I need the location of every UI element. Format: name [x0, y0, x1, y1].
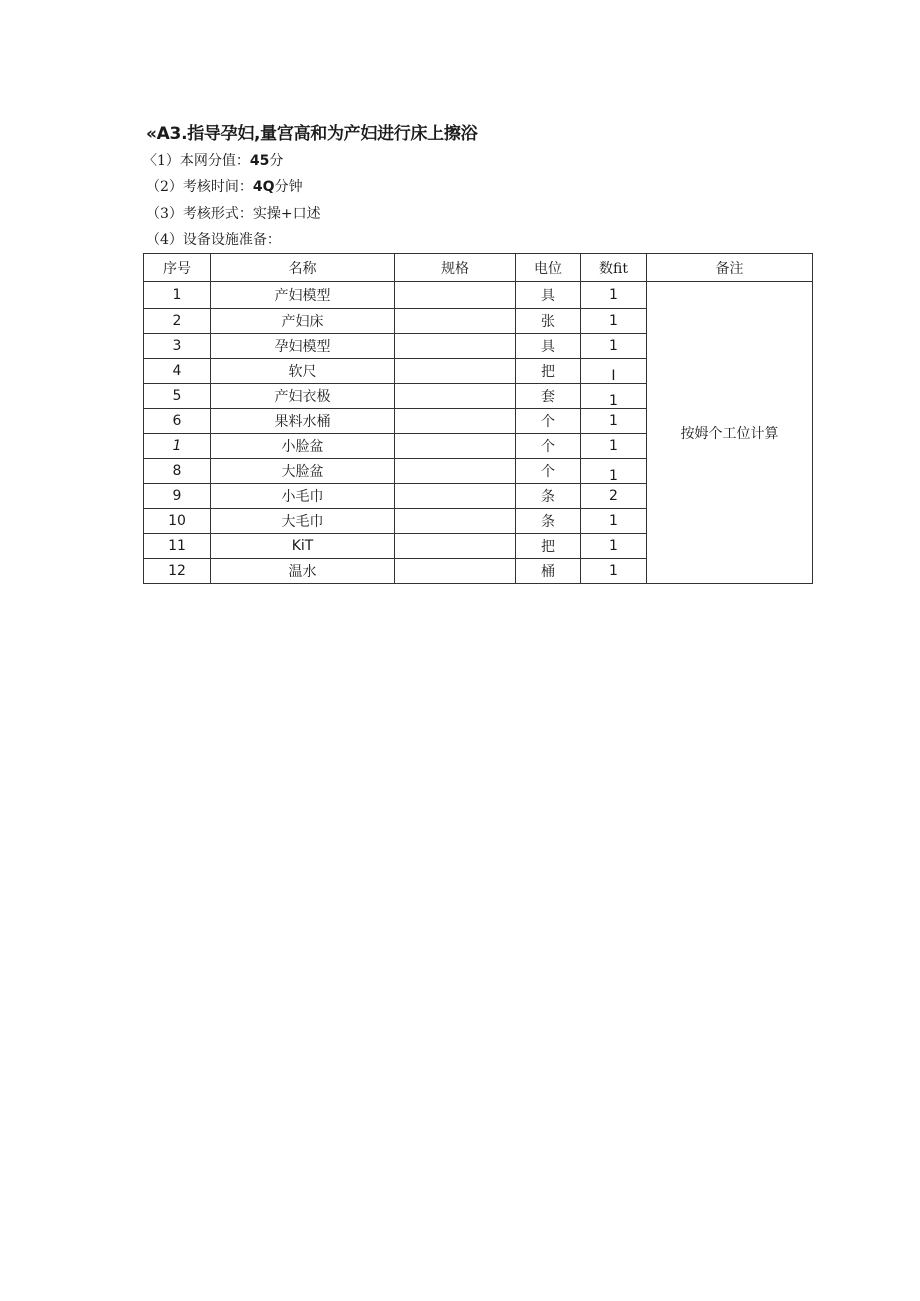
row-name: 小脸盆 [211, 434, 395, 459]
row-qty: 1 [581, 559, 647, 584]
row-qty [581, 359, 647, 384]
equipment-text: （4）设备设施准备： [146, 232, 281, 248]
row-name: 大毛巾 [211, 509, 395, 534]
row-spec [395, 409, 516, 434]
row-name: 产妇床 [211, 309, 395, 334]
row-name: 果料水桶 [211, 409, 395, 434]
time-label: （2）考核时间： [146, 179, 253, 195]
row-name: 温水 [211, 559, 395, 584]
table-row [144, 282, 813, 309]
row-qty: 1 [581, 334, 647, 359]
header-name: 名称 [211, 254, 395, 282]
row-spec [395, 309, 516, 334]
score-value: 45 [249, 153, 270, 169]
row-unit: 套 [516, 384, 581, 409]
row-qty [581, 459, 647, 484]
row-name: 大脸盆 [211, 459, 395, 484]
row-qty: 1 [581, 309, 647, 334]
row-spec [395, 359, 516, 384]
row-name: 软尺 [211, 359, 395, 384]
row-no: 9 [144, 484, 211, 509]
format-text: （3）考核形式：实操+口述 [146, 206, 321, 222]
header-spec: 规格 [395, 254, 516, 282]
row-spec [395, 334, 516, 359]
row-spec [395, 459, 516, 484]
row-no: 3 [144, 334, 211, 359]
row-name: 产妇模型 [211, 282, 395, 309]
score-line [143, 150, 283, 170]
row-spec [395, 509, 516, 534]
time-value: 4Q [252, 179, 275, 195]
header-qty: 数fit [581, 254, 647, 282]
header-note: 备注 [647, 254, 813, 282]
row-unit: 个 [516, 434, 581, 459]
time-line [146, 176, 303, 196]
row-name: 孕妇模型 [211, 334, 395, 359]
row-unit: 具 [516, 334, 581, 359]
row-qty-value: 1 [609, 393, 618, 409]
row-name: 小毛巾 [211, 484, 395, 509]
row-unit: 具 [516, 282, 581, 309]
row-no: 8 [144, 459, 211, 484]
row-unit: 桶 [516, 559, 581, 584]
format-line [146, 203, 321, 223]
row-qty [581, 384, 647, 409]
row-qty-value: I [611, 368, 616, 384]
row-no: 1 [144, 282, 211, 309]
row-spec [395, 434, 516, 459]
score-unit: 分 [269, 153, 284, 169]
row-unit: 条 [516, 484, 581, 509]
row-unit: 把 [516, 534, 581, 559]
row-qty: 1 [581, 509, 647, 534]
note-cell: 按姆个工位计算 [647, 282, 813, 584]
row-no: 6 [144, 409, 211, 434]
equipment-table [143, 253, 813, 584]
row-spec [395, 484, 516, 509]
row-qty: 1 [581, 534, 647, 559]
row-no-value: 1 [172, 438, 182, 454]
time-unit: 分钟 [274, 179, 303, 195]
row-unit: 把 [516, 359, 581, 384]
row-name: 产妇衣极 [211, 384, 395, 409]
row-unit: 个 [516, 459, 581, 484]
row-no: 2 [144, 309, 211, 334]
row-spec [395, 282, 516, 309]
row-qty-value: 1 [609, 468, 618, 484]
score-label: 〈1）本网分值： [143, 153, 250, 169]
row-unit: 个 [516, 409, 581, 434]
row-qty: 1 [581, 434, 647, 459]
equipment-line [146, 229, 281, 249]
row-name: KiT [211, 534, 395, 559]
row-qty: 1 [581, 282, 647, 309]
row-no: 5 [144, 384, 211, 409]
row-spec [395, 534, 516, 559]
row-qty: 1 [581, 409, 647, 434]
header-no: 序号 [144, 254, 211, 282]
row-unit: 张 [516, 309, 581, 334]
row-no: 4 [144, 359, 211, 384]
row-no: 12 [144, 559, 211, 584]
header-unit: 电位 [516, 254, 581, 282]
section-title: «A3.指导孕妇,量宫高和为产妇进行床上擦浴 [146, 124, 478, 144]
row-spec [395, 559, 516, 584]
row-no [144, 434, 211, 459]
table-header-row [144, 254, 813, 282]
row-qty: 2 [581, 484, 647, 509]
row-no: 11 [144, 534, 211, 559]
row-unit: 条 [516, 509, 581, 534]
row-no: 10 [144, 509, 211, 534]
row-spec [395, 384, 516, 409]
